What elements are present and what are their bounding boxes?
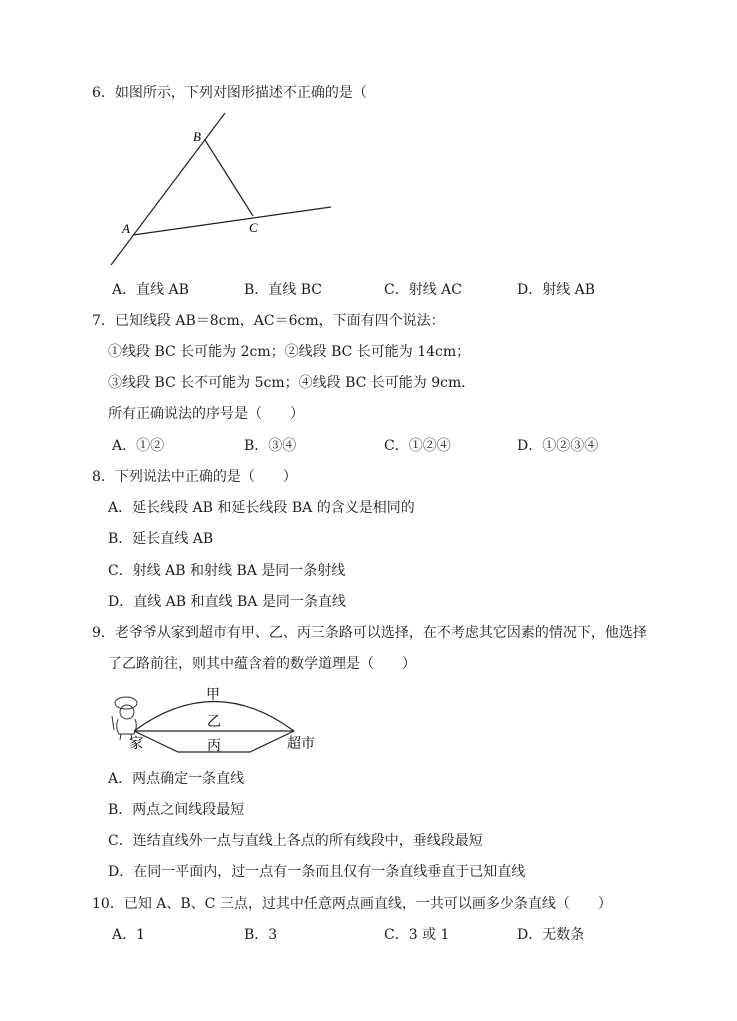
q7-stem: 7．已知线段 AB＝8cm，AC＝6cm，下面有四个说法： — [92, 313, 445, 329]
q7-option-a: A．①② — [112, 438, 165, 454]
q10-stem: 10．已知 A、B、C 三点，过其中任意两点画直线，一共可以画多少条直线（ ） — [92, 896, 612, 912]
q7-option-c: C．①②④ — [384, 438, 451, 454]
q6-option-b: B．直线 BC — [244, 282, 322, 298]
q9-option-b: B．两点之间线段最短 — [108, 802, 245, 818]
label-jia: 甲 — [206, 687, 220, 703]
q7-option-d: D．①②③④ — [517, 438, 599, 454]
q8-option-a: A．延长线段 AB 和延长线段 BA 的含义是相同的 — [108, 500, 415, 516]
q6-option-c: C．射线 AC — [384, 282, 462, 298]
q9-option-c: C．连结直线外一点与直线上各点的所有线段中，垂线段最短 — [108, 833, 483, 849]
q10-option-a: A．1 — [112, 927, 146, 943]
label-b: B — [193, 129, 201, 144]
q9-stem-line2: 了乙路前往，则其中蕴含着的数学道理是（ ） — [108, 656, 416, 672]
q10-option-d: D．无数条 — [517, 927, 585, 943]
q6-stem: 6．如图所示，下列对图形描述不正确的是（ — [92, 85, 367, 101]
q10-option-c: C．3 或 1 — [384, 927, 450, 943]
label-market: 超市 — [287, 736, 315, 752]
old-man-icon — [112, 697, 137, 740]
q6-option-d: D．射线 AB — [517, 282, 596, 298]
q7-statement-3-4: ③线段 BC 长不可能为 5cm；④线段 BC 长可能为 9cm． — [108, 375, 476, 391]
q9-stem-line1: 9．老爷爷从家到超市有甲、乙、丙三条路可以选择，在不考虑其它因素的情况下，他选择 — [92, 625, 647, 641]
q8-option-d: D．直线 AB 和直线 BA 是同一条直线 — [108, 594, 346, 610]
q9-option-d: D．在同一平面内，过一点有一条而且仅有一条直线垂直于已知直线 — [108, 864, 526, 880]
label-bing: 丙 — [207, 738, 221, 754]
label-a: A — [122, 221, 130, 236]
q9-option-a: A．两点确定一条直线 — [108, 771, 245, 787]
label-c: C — [249, 220, 258, 235]
q10-option-b: B．3 — [244, 927, 278, 943]
label-yi: 乙 — [207, 714, 221, 730]
q6-option-a: A．直线 AB — [112, 282, 189, 298]
q8-option-c: C．射线 AB 和射线 BA 是同一条射线 — [108, 563, 346, 579]
q7-option-b: B．③④ — [244, 438, 297, 454]
q7-question: 所有正确说法的序号是（ ） — [108, 406, 304, 422]
q8-stem: 8．下列说法中正确的是（ ） — [92, 469, 297, 485]
label-home: 家 — [129, 736, 143, 752]
q7-statement-1-2: ①线段 BC 长可能为 2cm；②线段 BC 长可能为 14cm； — [108, 344, 471, 360]
q8-option-b: B．延长直线 AB — [108, 531, 214, 547]
